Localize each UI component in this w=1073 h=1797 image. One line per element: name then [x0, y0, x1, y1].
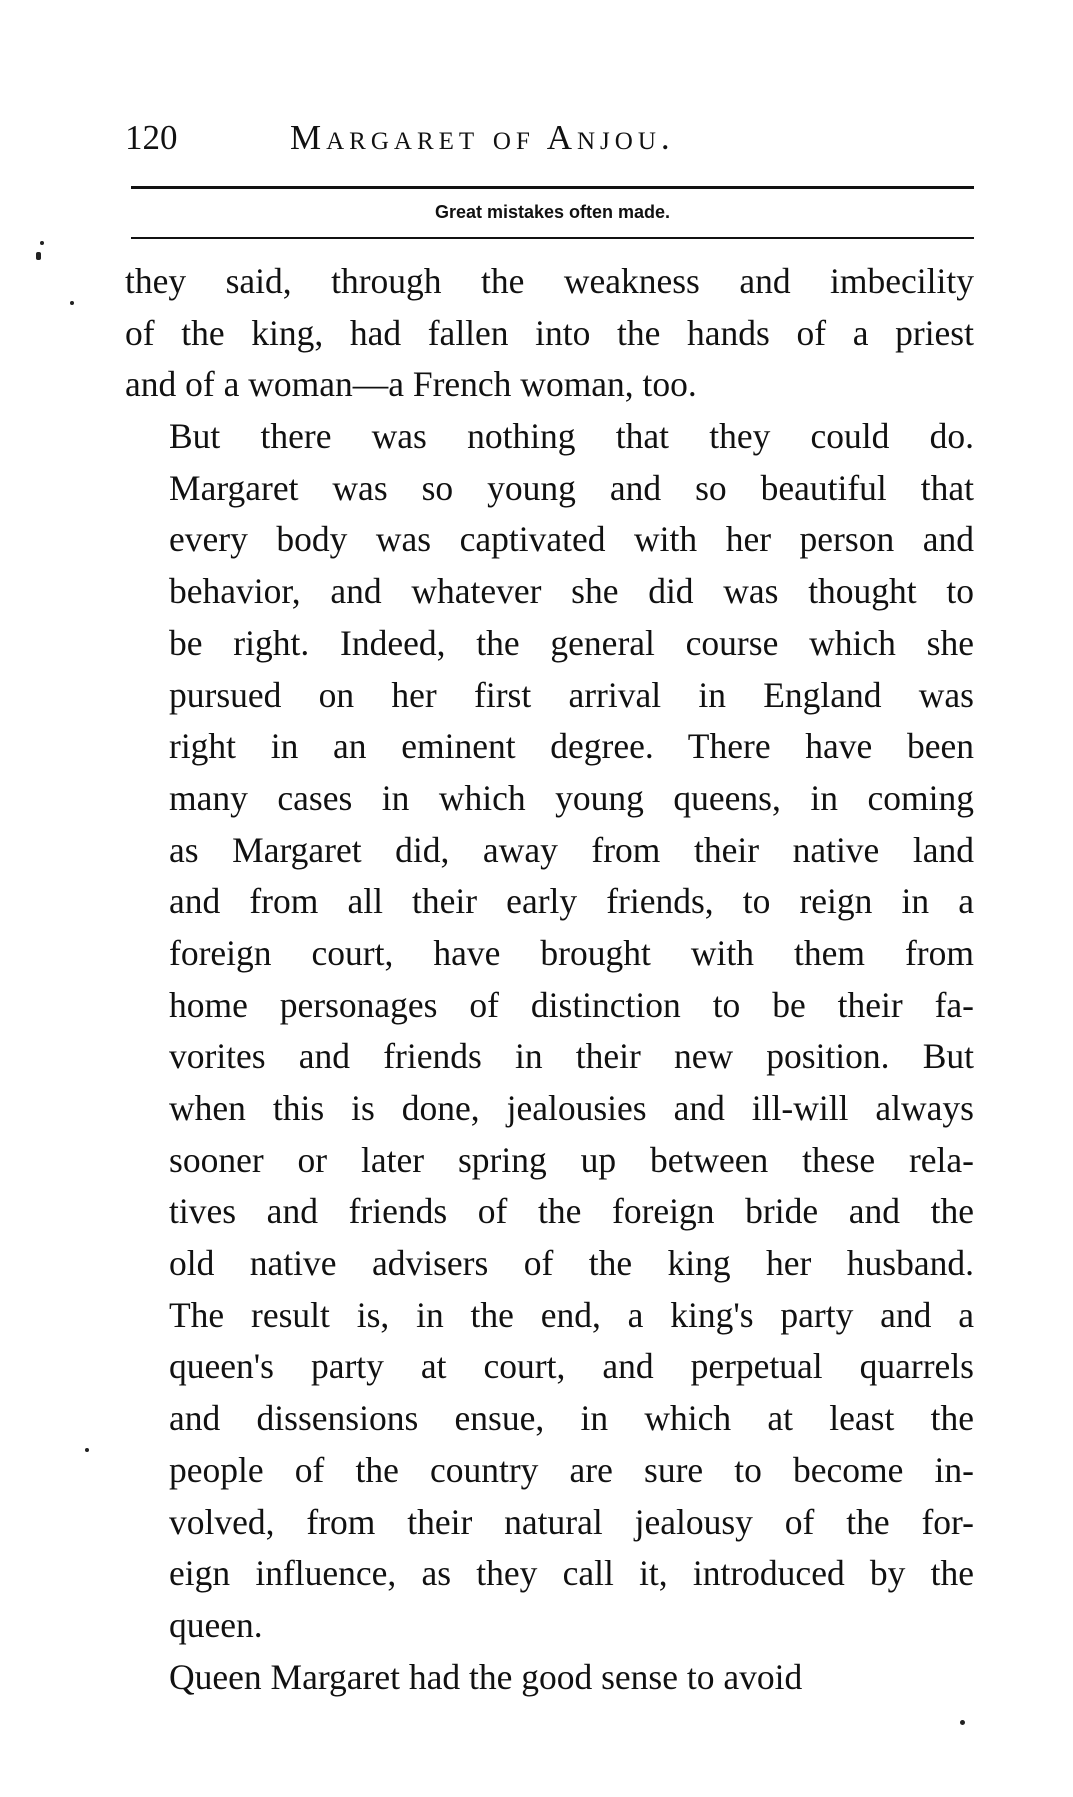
header-rule-bottom — [131, 237, 974, 239]
text-line: sooner or later spring up between these rela- — [169, 1139, 974, 1180]
text-line: Margaret was so young and so beautiful that — [169, 467, 974, 508]
text-line: But there was nothing that they could do. — [169, 416, 974, 457]
scan-speck — [85, 1448, 89, 1452]
text-line: they said, through the weakness and imbecility — [125, 261, 974, 301]
text-line: queen's party at court, and perpetual quarrels — [169, 1346, 974, 1387]
text-line: behavior, and whatever she did was thought to — [169, 571, 974, 612]
text-line: and from all their early friends, to reign in a — [169, 881, 974, 922]
text-line: pursued on her first arrival in England was — [169, 674, 974, 715]
scan-speck — [70, 301, 74, 305]
text-line: queen. — [169, 1604, 263, 1645]
paragraph — [125, 1652, 974, 1704]
running-title: Margaret of Anjou. — [290, 118, 675, 157]
text-line: of the king, had fallen into the hands of a priest — [125, 312, 974, 353]
scan-speck — [36, 252, 41, 260]
text-line: every body was captivated with her person and — [169, 519, 974, 560]
text-line: people of the country are sure to become in- — [169, 1449, 974, 1490]
text-line: as Margaret did, away from their native land — [169, 829, 974, 870]
page-number: 120 — [125, 118, 178, 157]
text-line: old native advisers of the king her husband. — [169, 1243, 974, 1284]
text-line: eign influence, as they call it, introduced by the — [169, 1553, 974, 1594]
paragraph — [125, 411, 974, 1652]
text-line: and of a woman—a French woman, too. — [125, 364, 697, 405]
side-note: Great mistakes often made. — [434, 202, 671, 222]
scan-speck — [960, 1720, 965, 1725]
text-line: tives and friends of the foreign bride and the — [169, 1191, 974, 1232]
text-line: home personages of distinction to be their fa- — [169, 984, 974, 1025]
text-line: vorites and friends in their new position. But — [169, 1036, 974, 1077]
text-line: be right. Indeed, the general course which she — [169, 622, 974, 663]
text-line: Queen Margaret had the good sense to avoid — [169, 1656, 803, 1697]
body-text — [125, 256, 974, 1703]
paragraph — [125, 256, 974, 411]
text-line: The result is, in the end, a king's party and a — [169, 1294, 974, 1335]
text-line: many cases in which young queens, in coming — [169, 777, 974, 818]
text-line: volved, from their natural jealousy of the for- — [169, 1501, 974, 1542]
text-line: right in an eminent degree. There have been — [169, 726, 974, 767]
text-line: when this is done, jealousies and ill-will always — [169, 1088, 974, 1128]
header-rule-top — [131, 186, 974, 189]
text-line: foreign court, have brought with them from — [169, 932, 974, 973]
text-line: and dissensions ensue, in which at least the — [169, 1398, 974, 1439]
scan-speck — [40, 241, 44, 245]
